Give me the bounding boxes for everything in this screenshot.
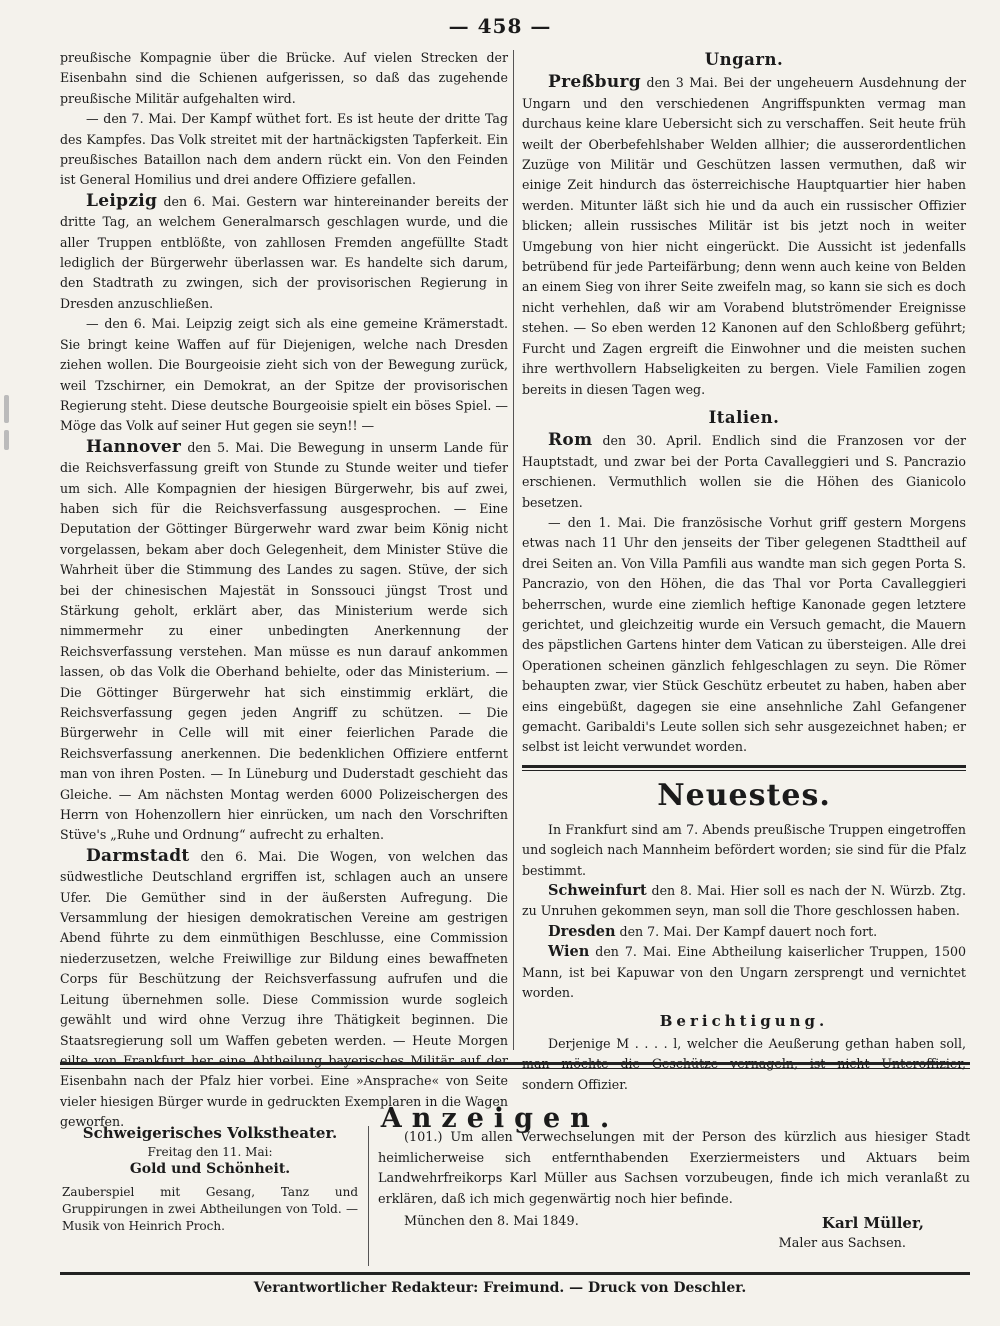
article-text: den 30. April. Endlich sind die Franzosen vor der Hauptstadt, und zwar bei der Porta Cavalleggieri und S. Pancrazio erschienen. Vermuthlich wollen sie die Höhen des Gianicolo besetzen. bbox=[522, 433, 966, 510]
section-heading-italien: Italien. bbox=[708, 407, 780, 427]
signature-title: Maler aus Sachsen. bbox=[778, 1235, 906, 1251]
column-divider bbox=[513, 50, 514, 1050]
theater-date: Freitag den 11. Mai: bbox=[147, 1145, 273, 1159]
divider-rule bbox=[60, 1062, 970, 1065]
article-pressburg bbox=[522, 72, 966, 400]
correction-text: Derjenige M . . . . l, welcher die Aeußerung gethan haben soll, man möchte die Geschütze vernageln, ist nicht Unteroffizier, sondern Offizier. bbox=[522, 1035, 966, 1092]
right-column bbox=[522, 48, 966, 1095]
article-hannover bbox=[60, 437, 508, 846]
article-text: den 6. Mai. Die Wogen, von welchen das südwestliche Deutschland ergriffen ist, schlagen auch an unsere Ufer. Die Gemüther sind in der äußersten Aufregung. Die Versammlung der hiesigen demokratischen Vereine am gestrigen Abend führte zu dem einmüthigen Beschlusse, eine Commission niederzusetzen, welche Freiwillige zur Bildung eines bewaffneten Corps für Beschützung der Reichsverfassung aufrufen und die Leitung übernehmen solle. Diese Commission wurde sogleich gewählt und wird ohne Verzug ihre Thätigkeit beginnen. Die Staatsregierung soll um Waffen gebeten werden. — Heute Morgen eilte von Frankfurt her eine Abtheilung bayerisches Militär auf der Eisenbahn nach der Pfalz hier vorbei. Eine »Ansprache« von Seite vieler hiesigen Bürger wurde in gedruckten Exemplaren in die Wagen geworfen. bbox=[60, 848, 508, 1130]
section-heading-ungarn: Ungarn. bbox=[704, 50, 784, 69]
scan-mark bbox=[4, 430, 9, 450]
dateline-place: Leipzig bbox=[86, 190, 158, 211]
news-item bbox=[522, 881, 966, 922]
article-darmstadt bbox=[60, 846, 508, 1133]
dateline-place: Dresden bbox=[548, 922, 616, 940]
article-text: den 7. Mai. Der Kampf dauert noch fort. bbox=[615, 923, 878, 939]
dateline-place: Hannover bbox=[86, 436, 182, 457]
article-paragraph: preußische Kompagnie über die Brücke. Auf vielen Strecken der Eisenbahn sind die Schienen aufgerissen, so daß das zugehende preußische Militär aufgehalten wird. bbox=[60, 50, 508, 106]
section-rule bbox=[522, 765, 966, 771]
article-text: den 7. Mai. Eine Abtheilung kaiserlicher Truppen, 1500 Mann, ist bei Kapuwar von den Ungarn zersprengt und vernichtet worden. bbox=[522, 944, 966, 1001]
notice-ad bbox=[378, 1128, 970, 1254]
ad-divider bbox=[368, 1126, 369, 1266]
article-text: den 6. Mai. Gestern war hintereinander bereits der dritte Tag, an welchem Generalmarsch geschlagen wurde, und die aller Truppen entblößte, von zahllosen Fremden angefüllte Stadt lediglich der Bürgerwehr überlassen war. Es handelte sich darum, den Stadtrath zu zwingen, sich der provisorischen Regierung in Dresden anzuschließen. bbox=[60, 193, 508, 311]
dateline-place: Rom bbox=[548, 430, 593, 451]
notice-text: (101.) Um allen Verwechselungen mit der Person des kürzlich aus hiesiger Stadt heimlicherweise sich entfernthabenden Exerziermeisters und Aktuars beim Landwehrfreikorps Karl Müller aus Sachsen vorzubeugen, finde ich mich veranlaßt zu erklären, daß ich mich gegenwärtig noch hier befinde. bbox=[378, 1130, 970, 1207]
section-heading-neuestes: Neuestes. bbox=[657, 777, 831, 813]
news-item: In Frankfurt sind am 7. Abends preußische Truppen eingetroffen und sogleich nach Mannheim befördert worden; sie sind für die Pfalz bestimmt. bbox=[522, 821, 966, 878]
article-text: den 8. Mai. Hier soll es nach der N. Würzb. Ztg. zu Unruhen gekommen seyn, man soll die Thore geschlossen haben. bbox=[522, 883, 966, 919]
signature-name: Karl Müller, bbox=[821, 1213, 924, 1232]
dateline-place: Wien bbox=[548, 943, 590, 961]
imprint-footer: Verantwortlicher Redakteur: Freimund. — Druck von Deschler. bbox=[253, 1280, 747, 1296]
page-number: — 458 — bbox=[448, 14, 552, 38]
divider-rule bbox=[60, 1068, 970, 1069]
article-leipzig bbox=[60, 191, 508, 314]
theater-play: Gold und Schönheit. bbox=[129, 1161, 291, 1177]
article-rom bbox=[522, 430, 966, 513]
theater-name: Schweigerisches Volkstheater. bbox=[82, 1124, 338, 1142]
dateline-place: Darmstadt bbox=[86, 845, 190, 866]
news-item bbox=[522, 922, 966, 942]
dateline-place: Preßburg bbox=[548, 72, 641, 93]
dateline-place: Schweinfurt bbox=[548, 882, 647, 900]
article-paragraph: — den 1. Mai. Die französische Vorhut griff gestern Morgens etwas nach 11 Uhr den jenseits der Tiber gelegenen Stadttheil auf drei Seiten an. Von Villa Pamfili aus wandte man sich gegen Porta S. Pancrazio, von den Höhen, die das Thal vor Porta Cavalleggieri beherrschen, wurde eine ziemlich heftige Kanonade gegen letztere gerichtet, und gleichzeitig wurde ein Versuch gemacht, die Mauern des päpstlichen Gartens hinter dem Vatican zu übersteigen. Alle drei Operationen scheinen gänzlich fehlgeschlagen zu seyn. Die Römer behaupten zwar, vier Stück Geschütz erbeutet zu haben, haben aber eins eingebüßt, dagegen sie eine ansehnliche Zahl Gefangener gemacht. Garibaldi's Leute sollen sich sehr ausgezeichnet haben; er selbst ist leicht verwundet worden. bbox=[522, 514, 966, 755]
divider-rule bbox=[60, 1272, 970, 1275]
left-column bbox=[60, 48, 508, 1133]
news-item bbox=[522, 942, 966, 1003]
section-heading-anzeigen: Anzeigen. bbox=[380, 1103, 620, 1134]
scan-mark bbox=[4, 395, 9, 423]
article-text: den 5. Mai. Die Bewegung in unserm Lande für die Reichsverfassung greift von Stunde zu Stunde weiter und tiefer um sich. Alle Kompagnien der hiesigen Bürgerwehr, bis auf zwei, haben sich für die Reichsverfassung ausgesprochen. — Eine Deputation der Göttinger Bürgerwehr ward zwar beim König nicht vorgelassen, bekam aber doch Gelegenheit, dem Minister Stüve die Wahrheit über die Stimmung des Landes zu sagen. Stüve, der sich bei der chinesischen Majestät in Sonssouci jüngst Trost und Stärkung geholt, erklärt aber, das Ministerium werde sich nimmermehr zu einer unbedingten Anerkennung der Reichsverfassung verstehen. Man müsse es nun darauf ankommen lassen, ob das Volk die Oberhand behielte, oder das Ministerium. — Die Göttinger Bürgerwehr hat sich einstimmig erklärt, die Reichsverfassung gegen jeden Angriff zu schützen. — Die Bürgerwehr in Celle will mit einer feierlichen Parade die Reichsverfassung anerkennen. Die bedenklichen Offiziere entfernt man von ihren Posten. — In Lüneburg und Duderstadt geschieht das Gleiche. — Am nächsten Montag werden 6000 Polizeischergen des Herrn von Hohenzollern hier einrücken, um nach den Vorschriften Stüve's „Ruhe und Ordnung“ aufrecht zu erhalten. bbox=[60, 439, 508, 843]
section-heading-berichtigung: Berichtigung. bbox=[659, 1012, 829, 1031]
article-paragraph: — den 7. Mai. Der Kampf wüthet fort. Es ist heute der dritte Tag des Kampfes. Das Volk streitet mit der hartnäckigsten Tapferkeit. Ein preußisches Bataillon nach dem andern rückt ein. Von den Feinden ist General Homilius und drei andere Offiziere gefallen. bbox=[60, 111, 508, 188]
theater-ad bbox=[62, 1122, 358, 1235]
notice-date: München den 8. Mai 1849. bbox=[404, 1214, 579, 1230]
article-paragraph: — den 6. Mai. Leipzig zeigt sich als eine gemeine Krämerstadt. Sie bringt keine Waffen auf für Diejenigen, welche nach Dresden ziehen wollen. Die Bourgeoisie zieht sich von der Bewegung zurück, weil Tzschirner, ein Demokrat, an der Spitze der provisorischen Regierung steht. Diese deutsche Bourgeoisie spielt ein böses Spiel. — Möge das Volk auf seiner Hut gegen sie seyn!! — bbox=[60, 316, 508, 434]
theater-description: Zauberspiel mit Gesang, Tanz und Gruppirungen in zwei Abtheilungen von Told. — Musik von Heinrich Proch. bbox=[62, 1185, 358, 1233]
article-text: den 3 Mai. Bei der ungeheuern Ausdehnung der Ungarn und den verschiedenen Angriffspunkten vermag man durchaus keine klare Uebersicht sich zu verschaffen. Seit heute früh weilt der Oberbefehlshaber Welden allhier; die ausserordentlichen Zuzüge von Militär und Geschützen lassen vermuthen, daß wir einige Zeit hindurch das österreichische Hauptquartier hier haben werden. Mitunter läßt sich hie und da auch ein russischer Offizier blicken; allein russisches Militär ist bis jetzt noch in weiter Umgebung von hier nicht eingerückt. Die Aussicht ist jedenfalls betrübend für jede Parteifärbung; denn wenn auch keine von Belden an einem Sieg von ihrer Seite zweifeln mag, so kann sie sich es doch nicht verhehlen, daß wir am Vorabend blutströmender Ereignisse stehen. — So eben werden 12 Kanonen auf den Schloßberg geführt; Furcht und Zagen ergreift die Einwohner und die meisten suchen ihre werthvollern Habseligkeiten zu bergen. Viele Familien zogen bereits in diesen Tagen weg. bbox=[522, 75, 966, 397]
